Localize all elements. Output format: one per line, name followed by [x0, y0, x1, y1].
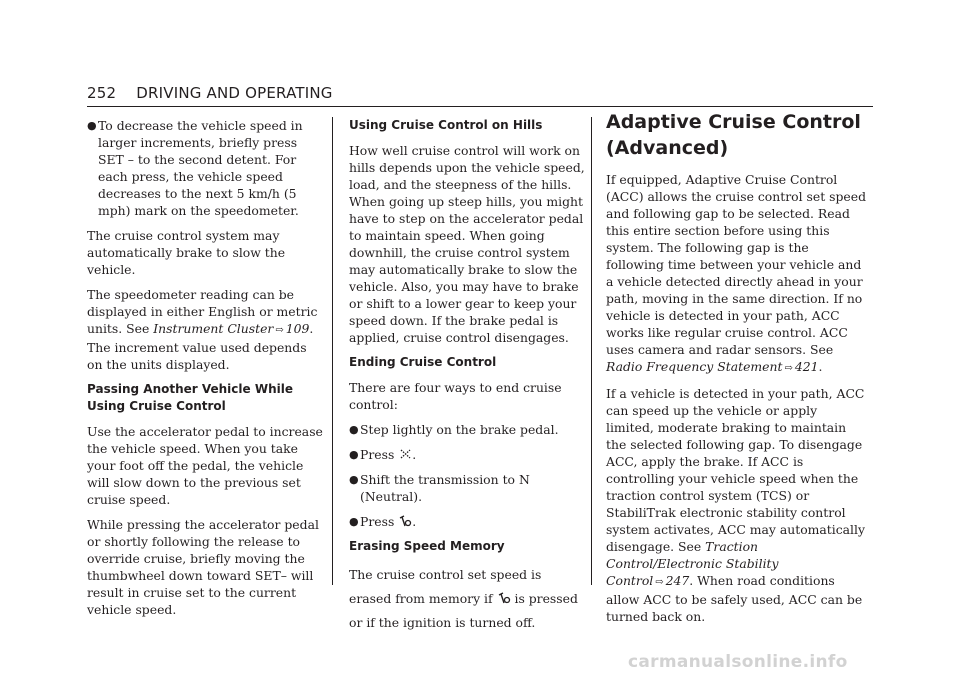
- header-rule: [87, 106, 873, 107]
- page-reference-icon: ⇨: [655, 577, 664, 588]
- paragraph: If equipped, Adaptive Cruise Control (ACC) allows the cruise control set speed and following gap to be selected. Read this entire section before using this system. The following gap is the following time between your vehicle and a vehicle detected directly ahead in your path, moving in the same direction. If no vehicle is detected in your path, ACC works like regular cruise control. ACC uses camera and radar sensors. See Radio Frequency Statement ⇨ 421.: [606, 172, 866, 374]
- list-item: ● Step lightly on the brake pedal.: [349, 422, 559, 437]
- bullet-icon: ●: [349, 448, 359, 461]
- column-2: [349, 117, 586, 643]
- paragraph: How well cruise control will work on hills depends upon the vehicle speed, load, and the steepness of the hills. When going up steep hills, you might have to step on the accelerator pedal to maintain speed. When going downhill, the cruise control system may automatically brake to slow the vehicle. Also, you may have to brake or shift to a lower gear to keep your speed down. If the brake pedal is applied, cruise control disengages.: [349, 143, 585, 345]
- cruise-cancel-icon: [399, 448, 412, 460]
- page-reference[interactable]: 247: [665, 573, 690, 588]
- watermark: carmanualsonline.info: [628, 652, 848, 672]
- paragraph: The cruise control set speed is erased from memory if is pressed or if the ignition is turned off.: [349, 567, 578, 630]
- page-number: 252: [87, 84, 117, 102]
- cross-reference-link[interactable]: Traction Control/Electronic Stability Control: [606, 539, 779, 588]
- subsection-heading: Ending Cruise Control: [349, 355, 497, 369]
- paragraph: The cruise control system may automatically brake to slow the vehicle.: [87, 228, 286, 277]
- column-divider: [591, 117, 592, 585]
- column-3: [606, 111, 868, 633]
- page-reference-icon: ⇨: [784, 363, 793, 374]
- column-1: [87, 117, 324, 626]
- paragraph: There are four ways to end cruise control:: [349, 380, 562, 412]
- paragraph: If a vehicle is detected in your path, ACC can speed up the vehicle or apply limited, moderate braking to maintain the selected following gap. To disengage ACC, apply the brake. If ACC is controlling your vehicle speed when the traction control system (TCS) or StabiliTrak electronic stability control system activates, ACC may automatically disengage. See Traction Control/Electronic Stability Control ⇨ 247. When road conditions allow ACC to be safely used, ACC can be turned back on.: [606, 386, 865, 624]
- page-reference[interactable]: 109: [285, 321, 310, 336]
- subsection-heading: Erasing Speed Memory: [349, 539, 505, 553]
- page-reference-icon: ⇨: [275, 325, 284, 336]
- page-reference[interactable]: 421: [794, 359, 819, 374]
- list-item: ● Press .: [349, 514, 417, 529]
- section-title: DRIVING AND OPERATING: [136, 84, 333, 102]
- subsection-heading: Using Cruise Control on Hills: [349, 118, 543, 132]
- bullet-icon: ●: [349, 515, 359, 528]
- cruise-control-icon: [399, 515, 412, 527]
- subsection-heading: Passing Another Vehicle While Using Cruise Control: [87, 382, 293, 413]
- cross-reference-link[interactable]: Instrument Cluster: [153, 321, 274, 336]
- list-item: ● To decrease the vehicle speed in larger increments, briefly press SET – to the second detent. For each press, the vehicle speed decreases to the next 5 km/h (5 mph) mark on the speedometer.: [87, 118, 303, 218]
- bullet-icon: ●: [349, 473, 359, 486]
- paragraph: While pressing the accelerator pedal or shortly following the release to override cruise, briefly moving the thumbwheel down toward SET– will result in cruise set to the current vehicle speed.: [87, 517, 319, 617]
- section-heading: Adaptive Cruise Control (Advanced): [606, 111, 861, 159]
- bullet-icon: ●: [349, 423, 359, 436]
- paragraph: The speedometer reading can be displayed in either English or metric units. See Instrument Cluster ⇨ 109. The increment value used depends on the units displayed.: [87, 287, 318, 372]
- list-item: ● Press .: [349, 447, 417, 462]
- bullet-icon: ●: [87, 119, 97, 132]
- list-item: ● Shift the transmission to N (Neutral).: [349, 472, 530, 504]
- cross-reference-link[interactable]: Radio Frequency Statement: [606, 359, 783, 374]
- page-header: [87, 84, 333, 102]
- column-divider: [332, 117, 333, 585]
- cruise-control-icon: [498, 592, 511, 604]
- paragraph: Use the accelerator pedal to increase the vehicle speed. When you take your foot off the pedal, the vehicle will slow down to the previous set cruise speed.: [87, 424, 323, 507]
